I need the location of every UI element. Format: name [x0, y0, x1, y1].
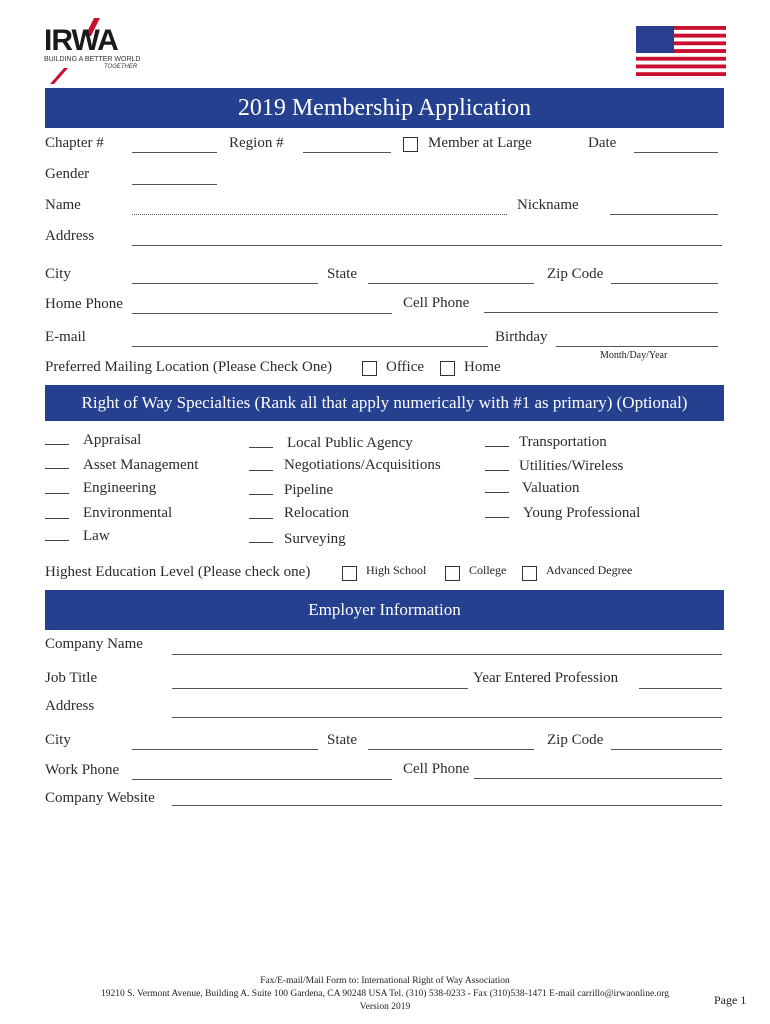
work-phone-field[interactable]	[132, 779, 392, 780]
city-label: City	[45, 266, 71, 282]
specialty-item: Pipeline	[284, 482, 334, 498]
specialty-item: Transportation	[519, 434, 607, 450]
rank-field[interactable]	[485, 470, 509, 471]
chapter-label: Chapter #	[45, 135, 104, 151]
rank-field[interactable]	[249, 542, 273, 543]
job-title-label: Job Title	[45, 670, 98, 686]
logo-tagline: BUILDING A BETTER WORLD	[44, 56, 141, 63]
employer-city-field[interactable]	[132, 749, 318, 750]
employer-city-label: City	[45, 732, 71, 748]
rank-field[interactable]	[45, 518, 69, 519]
rank-field[interactable]	[485, 517, 509, 518]
education-label: Highest Education Level (Please check one)	[45, 564, 311, 580]
email-field[interactable]	[132, 346, 488, 347]
rank-field[interactable]	[249, 447, 273, 448]
name-label: Name	[45, 197, 81, 213]
specialty-item: Asset Management	[83, 457, 199, 473]
birthday-hint: Month/Day/Year	[600, 350, 668, 361]
us-flag-icon	[636, 26, 726, 76]
employer-zip-field[interactable]	[611, 749, 722, 750]
logo-tagline-2: TOGETHER	[104, 64, 138, 70]
page-number: Page 1	[714, 993, 747, 1007]
rank-field[interactable]	[249, 470, 273, 471]
address-label: Address	[45, 228, 95, 244]
office-label: Office	[386, 359, 425, 375]
name-field[interactable]	[132, 214, 507, 215]
region-label: Region #	[229, 135, 284, 151]
home-phone-field[interactable]	[132, 313, 392, 314]
cell-phone-field[interactable]	[484, 312, 718, 313]
chapter-field[interactable]	[132, 152, 217, 153]
job-title-field[interactable]	[172, 688, 468, 689]
state-field[interactable]	[368, 283, 534, 284]
college-label: College	[469, 563, 507, 577]
specialty-item: Engineering	[83, 480, 157, 496]
rank-field[interactable]	[45, 444, 69, 445]
company-name-field[interactable]	[172, 654, 722, 655]
employer-cell-phone-label: Cell Phone	[403, 761, 470, 777]
company-website-field[interactable]	[172, 805, 722, 806]
gender-label: Gender	[45, 166, 90, 182]
specialty-item: Utilities/Wireless	[519, 458, 624, 474]
employer-state-field[interactable]	[368, 749, 534, 750]
advanced-degree-checkbox[interactable]	[522, 566, 537, 581]
employer-zip-label: Zip Code	[547, 732, 604, 748]
zip-field[interactable]	[611, 283, 718, 284]
city-field[interactable]	[132, 283, 318, 284]
address-field[interactable]	[132, 245, 722, 246]
region-field[interactable]	[303, 152, 391, 153]
member-at-large-checkbox[interactable]	[403, 137, 418, 152]
rank-field[interactable]	[485, 492, 509, 493]
advanced-degree-label: Advanced Degree	[546, 563, 633, 577]
home-label: Home	[464, 359, 501, 375]
footer-line-2: 19210 S. Vermont Avenue, Building A. Suite 100 Gardena, CA 90248 USA Tel. (310) 538-0233 - Fax (310)538-1471 E-mail carrillo@irwaonline.org	[100, 989, 670, 999]
employer-band	[45, 590, 724, 630]
member-at-large-label: Member at Large	[428, 135, 532, 151]
employer-title: Employer Information	[308, 600, 461, 619]
specialty-item: Surveying	[284, 531, 346, 547]
year-entered-field[interactable]	[639, 688, 722, 689]
title-band	[45, 88, 724, 128]
birthday-label: Birthday	[495, 329, 548, 345]
rank-field[interactable]	[45, 468, 69, 469]
nickname-label: Nickname	[517, 197, 579, 213]
date-field[interactable]	[634, 152, 718, 153]
birthday-field[interactable]	[556, 346, 718, 347]
cell-phone-label: Cell Phone	[403, 295, 470, 311]
company-name-label: Company Name	[45, 636, 143, 652]
specialty-item: Environmental	[83, 505, 173, 521]
specialties-band	[45, 385, 724, 421]
mailing-label: Preferred Mailing Location (Please Check One)	[45, 359, 332, 375]
specialty-item: Law	[83, 528, 110, 544]
rank-field[interactable]	[249, 494, 273, 495]
employer-cell-phone-field[interactable]	[474, 778, 722, 779]
specialties-title: Right of Way Specialties (Rank all that apply numerically with #1 as primary) (Optional)	[81, 393, 688, 412]
high-school-checkbox[interactable]	[342, 566, 357, 581]
footer-line-1: Fax/E-mail/Mail Form to: International Right of Way Association	[260, 976, 510, 986]
specialty-item: Valuation	[522, 480, 580, 496]
specialty-item: Appraisal	[83, 432, 142, 448]
rank-field[interactable]	[45, 493, 69, 494]
home-phone-label: Home Phone	[45, 296, 123, 312]
year-entered-label: Year Entered Profession	[473, 670, 619, 686]
zip-label: Zip Code	[547, 266, 604, 282]
office-checkbox[interactable]	[362, 361, 377, 376]
work-phone-label: Work Phone	[45, 762, 120, 778]
date-label: Date	[588, 135, 617, 151]
college-checkbox[interactable]	[445, 566, 460, 581]
rank-field[interactable]	[485, 446, 509, 447]
page-title: 2019 Membership Application	[237, 95, 532, 121]
logo-text: IRWA	[44, 24, 118, 57]
employer-address-label: Address	[45, 698, 95, 714]
employer-address-field[interactable]	[172, 717, 722, 718]
specialty-item: Relocation	[284, 505, 349, 521]
company-website-label: Company Website	[45, 790, 155, 806]
employer-state-label: State	[327, 732, 357, 748]
high-school-label: High School	[366, 563, 427, 577]
logo	[44, 14, 154, 84]
specialty-item: Local Public Agency	[287, 435, 413, 451]
state-label: State	[327, 266, 357, 282]
footer-line-3: Version 2019	[359, 1002, 411, 1012]
email-label: E-mail	[45, 329, 86, 345]
specialty-item: Negotiations/Acquisitions	[284, 457, 441, 473]
nickname-field[interactable]	[610, 214, 718, 215]
rank-field[interactable]	[45, 540, 69, 541]
gender-field[interactable]	[132, 184, 217, 185]
specialty-item: Young Professional	[523, 505, 641, 521]
rank-field[interactable]	[249, 518, 273, 519]
home-checkbox[interactable]	[440, 361, 455, 376]
